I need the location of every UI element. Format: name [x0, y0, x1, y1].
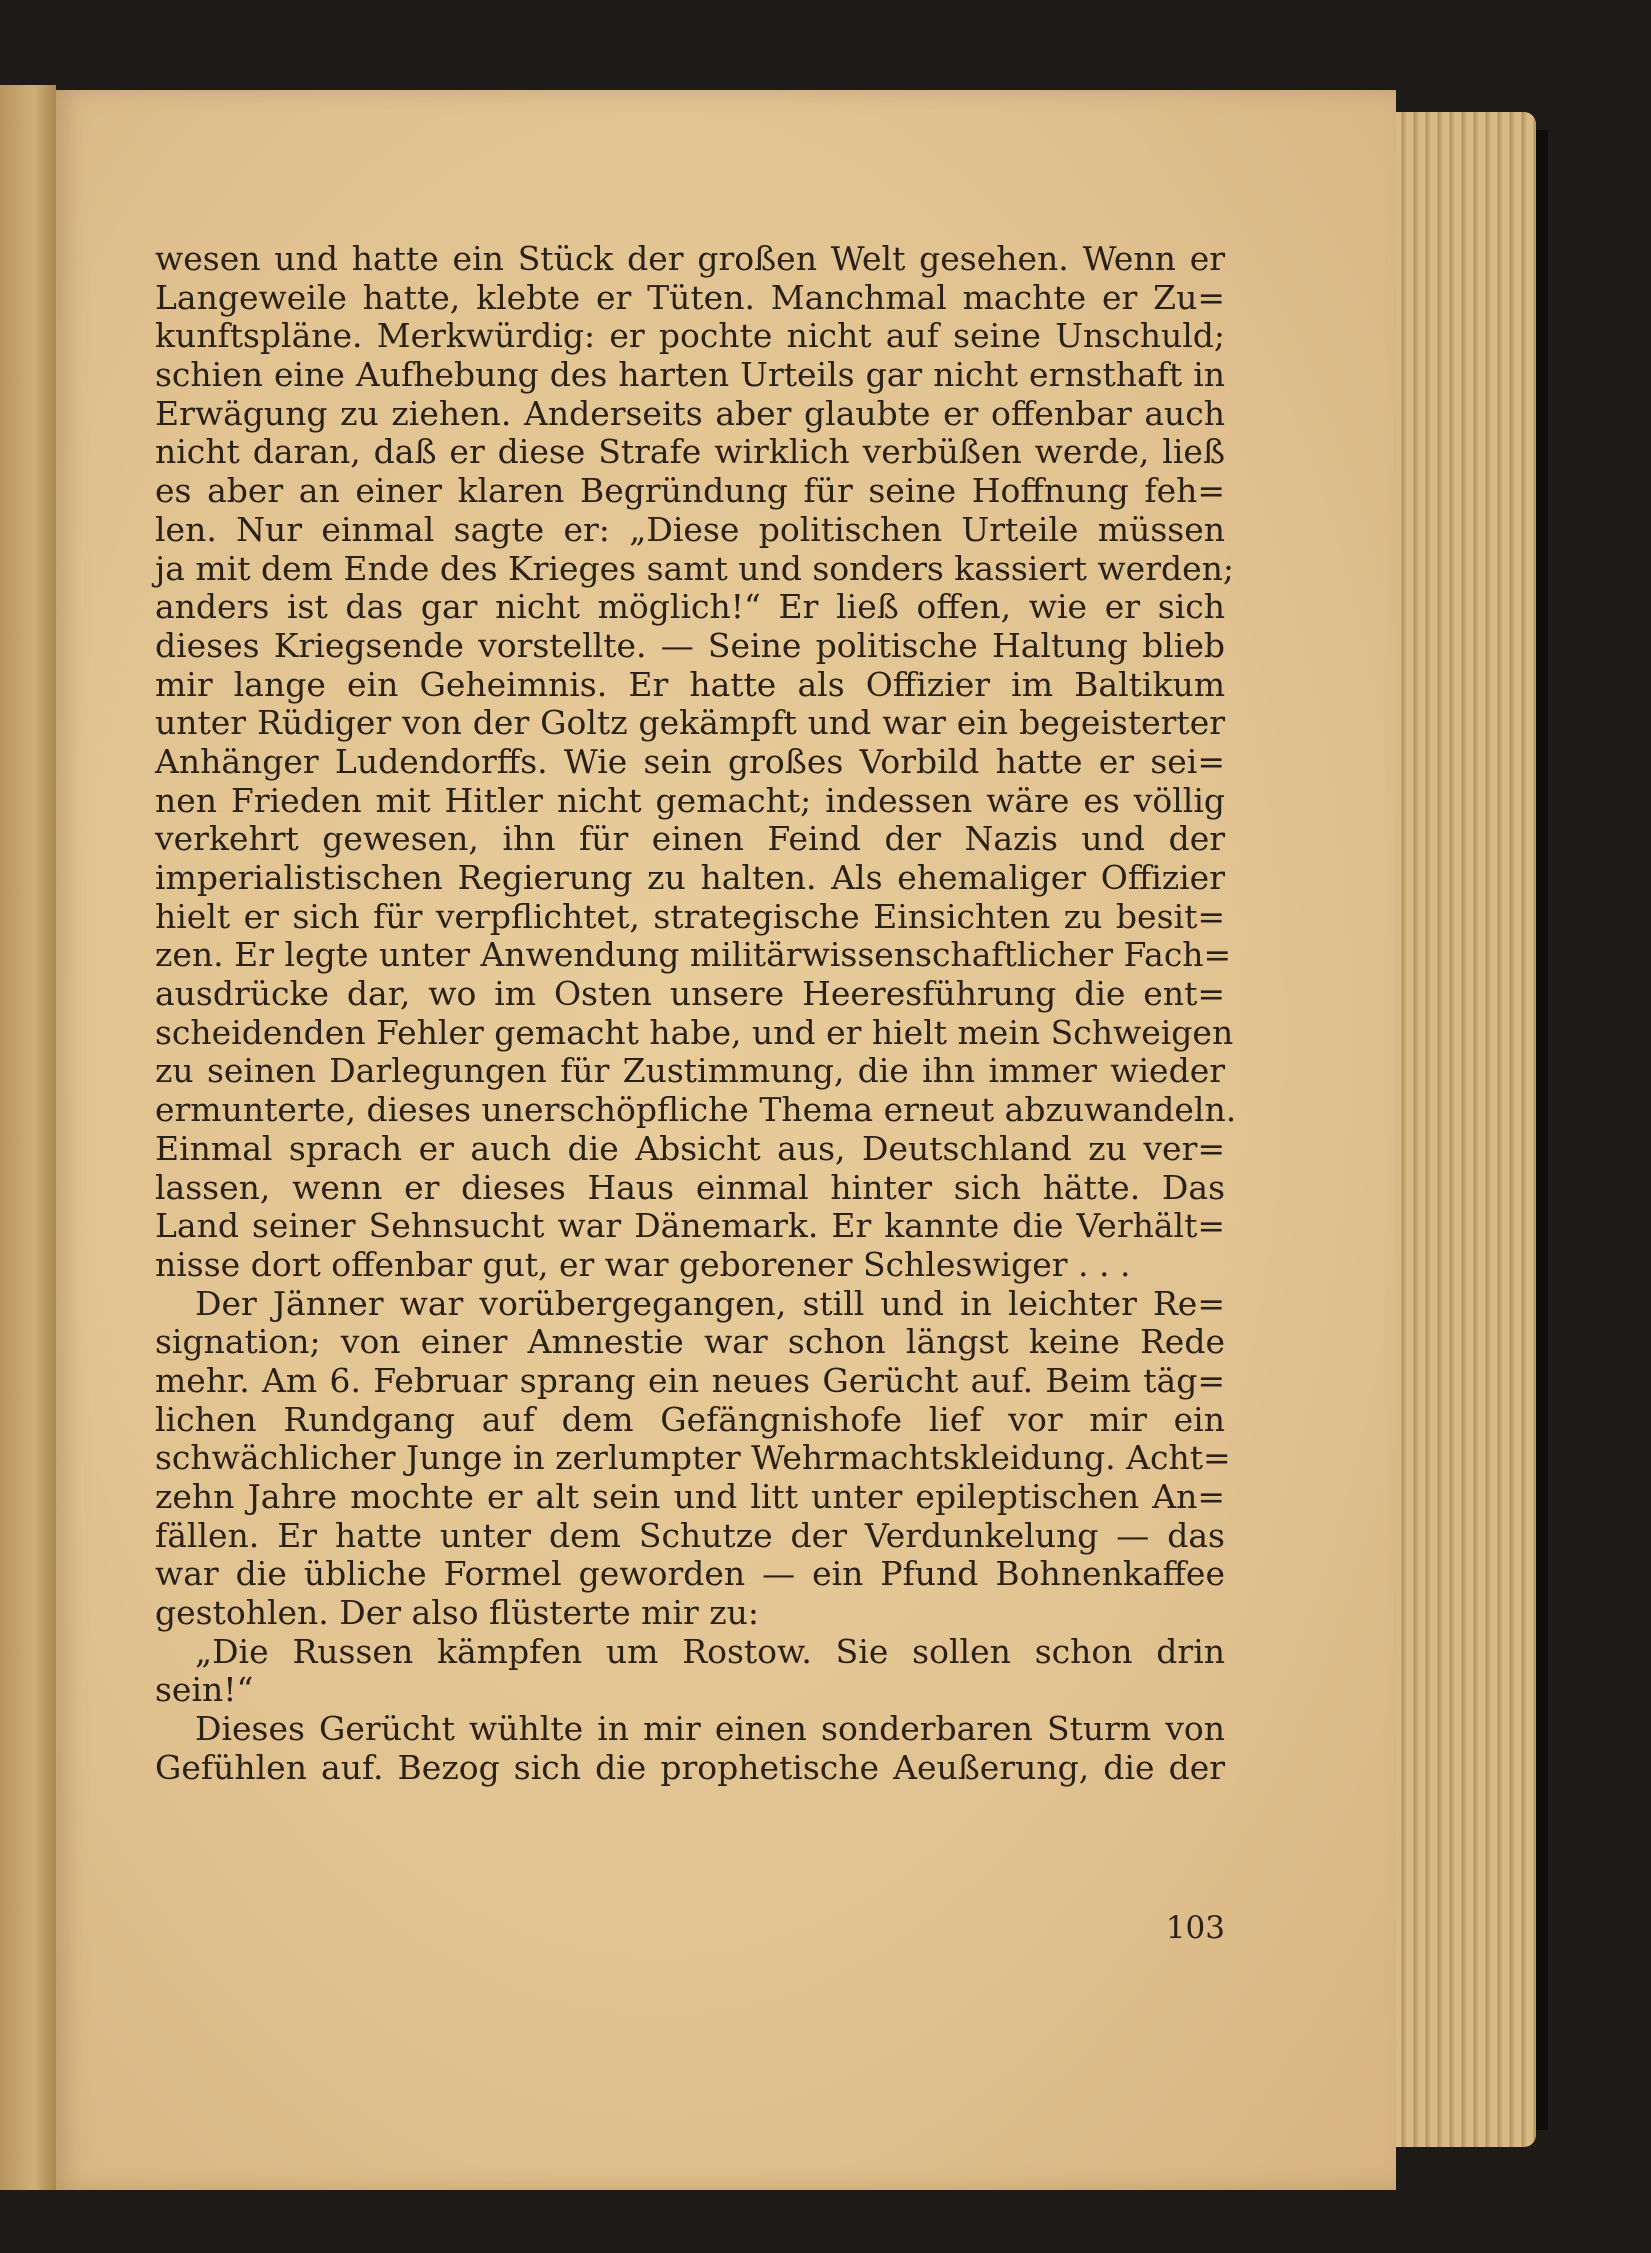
- text-line: fällen. Er hatte unter dem Schutze der Verdunkelung — das: [155, 1515, 1225, 1555]
- text-line: scheidenden Fehler gemacht habe, und er hielt mein Schweigen: [155, 1012, 1234, 1052]
- text-line: anders ist das gar nicht möglich!“ Er ließ offen, wie er sich: [155, 587, 1225, 627]
- text-line: verkehrt gewesen, ihn für einen Feind der Nazis und der: [155, 819, 1225, 859]
- text-line: hielt er sich für verpflichtet, strategische Einsichten zu besit=: [155, 896, 1225, 936]
- body-text: [155, 239, 1237, 1788]
- text-line: Der Jänner war vorübergegangen, still und in leichter Re=: [195, 1283, 1225, 1323]
- text-line: schwächlicher Junge in zerlumpter Wehrmachtskleidung. Acht=: [155, 1438, 1231, 1478]
- text-line: unter Rüdiger von der Goltz gekämpft und war ein begeisterter: [155, 703, 1225, 743]
- page-number: 103: [1165, 1910, 1225, 1946]
- text-line: Land seiner Sehnsucht war Dänemark. Er kannte die Verhält=: [155, 1206, 1225, 1246]
- text-line: nen Frieden mit Hitler nicht gemacht; indessen wäre es völlig: [155, 780, 1225, 820]
- text-line: zu seinen Darlegungen für Zustimmung, die ihn immer wieder: [155, 1051, 1225, 1091]
- text-line: dieses Kriegsende vorstellte. — Seine politische Haltung blieb: [155, 625, 1225, 665]
- text-line: war die übliche Formel geworden — ein Pfund Bohnenkaffee: [155, 1554, 1225, 1594]
- text-line: lichen Rundgang auf dem Gefängnishofe lief vor mir ein: [155, 1399, 1225, 1439]
- text-line: mehr. Am 6. Februar sprang ein neues Gerücht auf. Beim täg=: [155, 1360, 1225, 1400]
- text-line: schien eine Aufhebung des harten Urteils gar nicht ernsthaft in: [155, 355, 1225, 395]
- text-line: ausdrücke dar, wo im Osten unsere Heeresführung die ent=: [155, 974, 1225, 1014]
- text-line: Langeweile hatte, klebte er Tüten. Manchmal machte er Zu=: [155, 277, 1225, 317]
- text-line: gestohlen. Der also flüsterte mir zu:: [155, 1593, 759, 1633]
- text-line: Dieses Gerücht wühlte in mir einen sonderbaren Sturm von: [195, 1709, 1225, 1749]
- text-line: Erwägung zu ziehen. Anderseits aber glaubte er offenbar auch: [155, 393, 1225, 433]
- left-page-edge: [0, 85, 56, 2190]
- text-line: „Die Russen kämpfen um Rostow. Sie sollen schon drin: [195, 1631, 1225, 1671]
- text-line: Anhänger Ludendorffs. Wie sein großes Vorbild hatte er sei=: [155, 741, 1225, 781]
- text-line: mir lange ein Geheimnis. Er hatte als Offizier im Baltikum: [155, 664, 1225, 704]
- text-line: zen. Er legte unter Anwendung militärwissenschaftlicher Fach=: [155, 935, 1232, 975]
- text-line: len. Nur einmal sagte er: „Diese politischen Urteile müssen: [155, 509, 1225, 549]
- text-line: zehn Jahre mochte er alt sein und litt unter epileptischen An=: [155, 1477, 1225, 1516]
- binding-shadow: [1536, 130, 1548, 2130]
- page-stack-edge: [1396, 112, 1536, 2147]
- text-line: imperialistischen Regierung zu halten. Als ehemaliger Offizier: [155, 858, 1225, 897]
- text-line: ja mit dem Ende des Krieges samt und sonders kassiert werden;: [155, 548, 1234, 588]
- text-line: nicht daran, daß er diese Strafe wirklich verbüßen werde, ließ: [155, 432, 1225, 472]
- text-line: Gefühlen auf. Bezog sich die prophetische Aeußerung, die der: [155, 1747, 1225, 1787]
- text-line: signation; von einer Amnestie war schon längst keine Rede: [155, 1322, 1225, 1362]
- text-line: kunftspläne. Merkwürdig: er pochte nicht auf seine Unschuld;: [155, 316, 1225, 356]
- text-line: ermunterte, dieses unerschöpfliche Thema erneut abzuwandeln.: [155, 1090, 1237, 1130]
- text-line: Einmal sprach er auch die Absicht aus, Deutschland zu ver=: [155, 1128, 1225, 1168]
- text-line: nisse dort offenbar gut, er war geborener Schleswiger . . .: [155, 1244, 1131, 1284]
- text-line: lassen, wenn er dieses Haus einmal hinter sich hätte. Das: [155, 1167, 1225, 1207]
- text-line: es aber an einer klaren Begründung für seine Hoffnung feh=: [155, 471, 1225, 511]
- text-line: wesen und hatte ein Stück der großen Welt gesehen. Wenn er: [155, 239, 1225, 278]
- text-line: sein!“: [155, 1670, 254, 1710]
